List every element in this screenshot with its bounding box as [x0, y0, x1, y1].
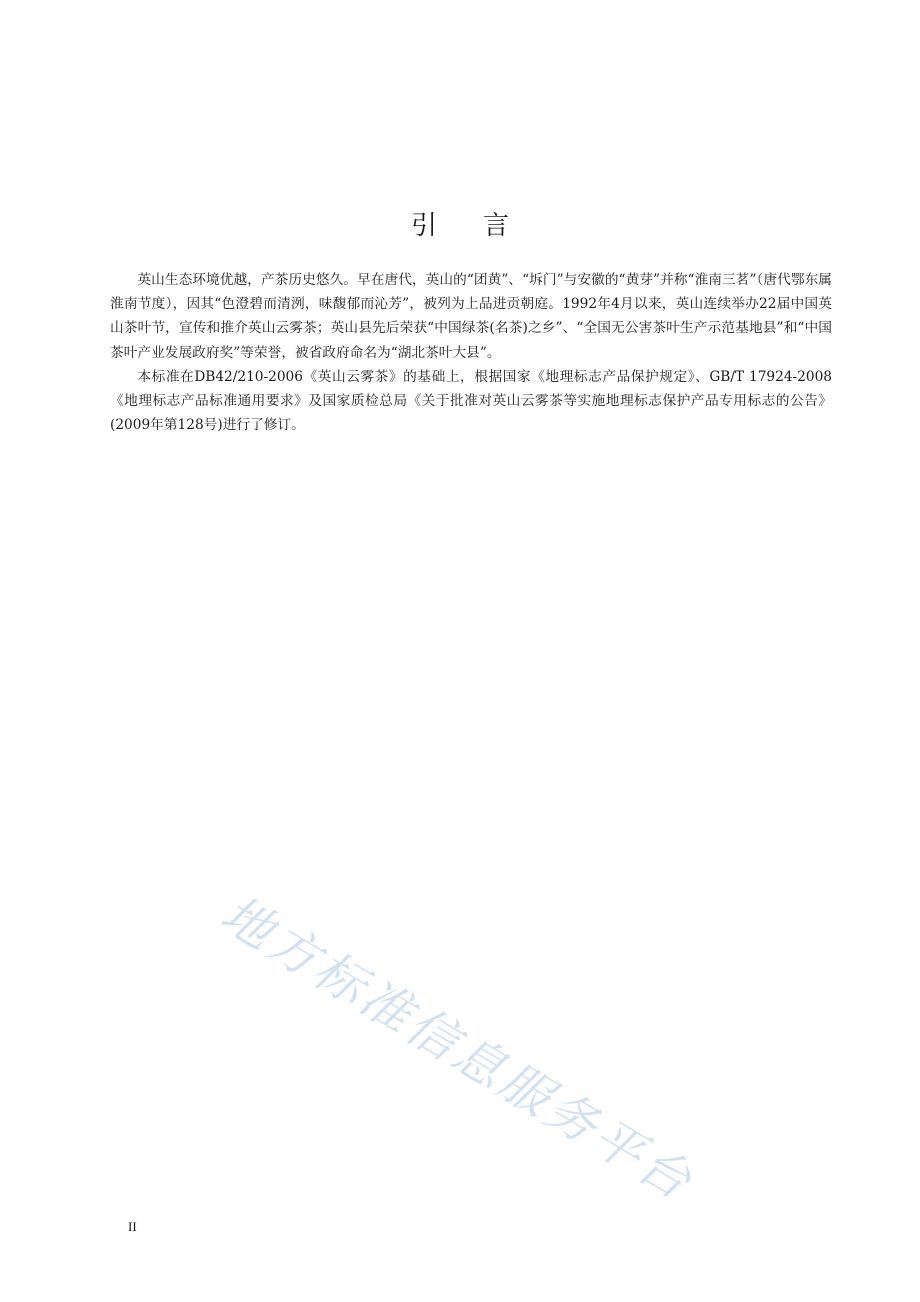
watermark: 地方标准信息服务平台	[211, 884, 704, 1213]
document-body	[110, 268, 832, 437]
page-title: 引言	[410, 211, 555, 242]
page-number: II	[128, 1219, 137, 1234]
paragraph-revision: 本标准在DB42/210-2006《英山云雾茶》的基础上，根据国家《地理标志产品保护规定》、GB/T 17924-2008《地理标志产品标准通用要求》及国家质检总局《关于批准对英山云雾茶等实施地理标志保护产品专用标志的公告》(2009年第128号)进行了修订。	[110, 368, 832, 434]
paragraph-intro: 英山生态环境优越，产茶历史悠久。早在唐代，英山的“团黄”、“坼门”与安徽的“黄芽”并称“淮南三茗”（唐代鄂东属淮南节度），因其“色澄碧而清洌，味馥郁而沁芳”，被列为上品进贡朝庭。1992年4月以来，英山连续举办22届中国英山茶叶节，宣传和推介英山云雾茶；英山县先后荣获“中国绿茶(名茶)之乡”、“全国无公害茶叶生产示范基地县”和“中国茶叶产业发展政府奖”等荣誉，被省政府命名为“湖北茶叶大县”。	[110, 272, 832, 361]
